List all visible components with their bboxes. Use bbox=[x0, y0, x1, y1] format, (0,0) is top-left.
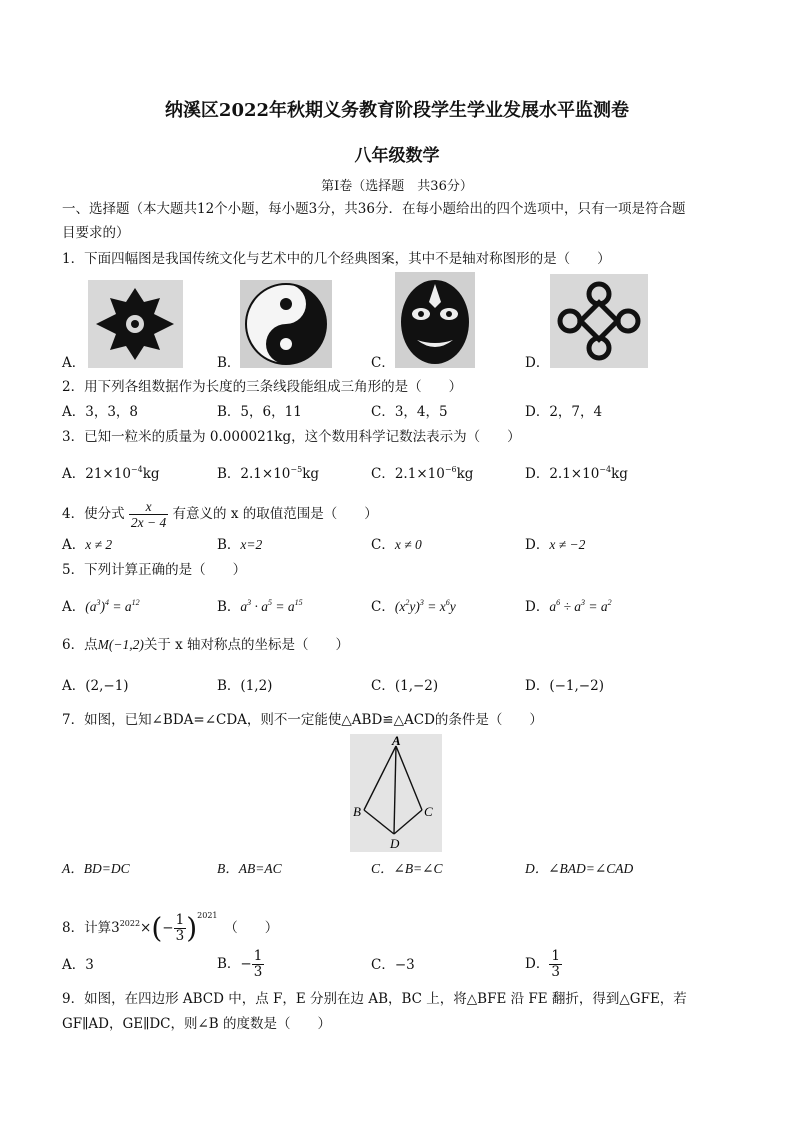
section-instruction-line1: 一、选择题（本大题共12个小题，每小题3分，共36分．在每小题给出的四个选项中，只有一项是符合题 bbox=[62, 201, 686, 217]
q8-stem: 8．计算$3^{2022}\times(-$ $\frac{1}{3}$ )$^{2021}$ （ ） bbox=[62, 911, 279, 945]
q2-option-b: B．5，6，11 bbox=[217, 404, 302, 420]
q5-option-a: A．$(a^3)^4 = a^{12}$ bbox=[62, 598, 140, 615]
q1-option-a-label: A． bbox=[62, 355, 86, 371]
q2-option-c: C．3，4，5 bbox=[371, 404, 448, 420]
q4-option-c: C．x ≠ 0 bbox=[371, 537, 422, 553]
q7-kite-figure bbox=[350, 734, 442, 852]
q2-option-d: D．2，7，4 bbox=[525, 404, 603, 420]
q8-option-c: C．−3 bbox=[371, 957, 415, 973]
q7-label-a: A bbox=[392, 734, 401, 748]
q8-fraction: $\frac{1}{3}$ bbox=[175, 912, 185, 944]
q1-option-d-label: D． bbox=[525, 355, 550, 371]
q8-option-a: A．3 bbox=[62, 957, 94, 973]
q3-option-a: A．$21\times 10^{-4}kg$ bbox=[62, 465, 160, 482]
q6-option-c: C．(1,−2) bbox=[371, 678, 439, 694]
floral-pattern-icon bbox=[88, 280, 183, 368]
q5-option-d: D．$a^6 \div a^3 = a^2$ bbox=[525, 598, 612, 615]
q5-option-c: C．$(x^2y)^3 = x^6y$ bbox=[371, 598, 456, 615]
q6-option-a: A．(2,−1) bbox=[62, 678, 129, 694]
q4-option-d: D．x ≠ −2 bbox=[525, 537, 586, 553]
q2-option-a: A．3，3，8 bbox=[62, 404, 139, 420]
q3-option-b: B．$2.1\times 10^{-5}kg$ bbox=[217, 465, 320, 482]
q8-option-d: D． $\frac{1}{3}$ bbox=[525, 948, 560, 980]
q6-option-d: D．(−1,−2) bbox=[525, 678, 604, 694]
q4-stem: 4．使分式 $\frac{x}{2x - 4}$ 有意义的 x 的取值范围是（ ） bbox=[62, 499, 378, 530]
q7-label-c: C bbox=[424, 804, 433, 819]
q7-label-d: D bbox=[390, 836, 400, 851]
q9-stem-line1: 9．如图，在四边形 ABCD 中，点 F，E 分别在边 AB，BC 上，将△BFE 沿 FE 翻折，得到△GFE，若 bbox=[62, 991, 687, 1007]
yin-yang-icon bbox=[240, 280, 332, 368]
q5-option-b: B．$a^3 \cdot a^5 = a^{15}$ bbox=[217, 598, 303, 615]
volume-heading: 第Ⅰ卷（选择题 共36分） bbox=[321, 179, 473, 194]
section-instruction-line2: 目要求的） bbox=[62, 225, 130, 241]
q7-option-c: C．∠B=∠C bbox=[371, 861, 443, 876]
q4-option-a: A．x ≠ 2 bbox=[62, 537, 113, 553]
knot-pattern-icon bbox=[550, 274, 648, 368]
q2-stem: 2．用下列各组数据作为长度的三条线段能组成三角形的是（ ） bbox=[62, 379, 463, 395]
q5-stem: 5．下列计算正确的是（ ） bbox=[62, 562, 247, 578]
opera-mask-icon bbox=[395, 272, 475, 368]
exam-subtitle: 八年级数学 bbox=[354, 146, 440, 166]
q8-option-b: B．− $\frac{1}{3}$ bbox=[217, 948, 263, 980]
q7-option-b: B．AB=AC bbox=[217, 861, 282, 876]
q1-option-c-label: C． bbox=[371, 355, 395, 371]
q1-option-b-label: B． bbox=[217, 355, 241, 371]
q7-option-d: D．∠BAD=∠CAD bbox=[525, 861, 634, 876]
q7-label-b: B bbox=[353, 804, 361, 819]
q3-option-c: C．$2.1\times 10^{-6}kg$ bbox=[371, 465, 474, 482]
q3-stem: 3．已知一粒米的质量为 0.000021kg，这个数用科学记数法表示为（ ） bbox=[62, 429, 521, 445]
q9-stem-line2: GF∥AD，GE∥DC，则∠B 的度数是（ ） bbox=[62, 1016, 332, 1032]
q6-option-b: B．(1,2) bbox=[217, 678, 273, 694]
exam-title: 纳溪区2022年秋期义务教育阶段学生学业发展水平监测卷 bbox=[164, 100, 630, 121]
q1-stem: 1．下面四幅图是我国传统文化与艺术中的几个经典图案，其中不是轴对称图形的是（ ） bbox=[62, 251, 611, 267]
q6-stem: 6．点M(−1,2)关于 x 轴对称点的坐标是（ ） bbox=[62, 637, 350, 653]
q3-option-d: D．$2.1\times 10^{-4}kg$ bbox=[525, 465, 628, 482]
q7-stem: 7．如图，已知∠BDA=∠CDA，则不一定能使△ABD≌△ACD的条件是（ ） bbox=[62, 712, 543, 728]
q4-fraction: $\frac{x}{2x - 4}$ bbox=[130, 499, 167, 530]
q4-option-b: B．x=2 bbox=[217, 537, 263, 553]
q7-option-a: A．BD=DC bbox=[62, 861, 130, 876]
